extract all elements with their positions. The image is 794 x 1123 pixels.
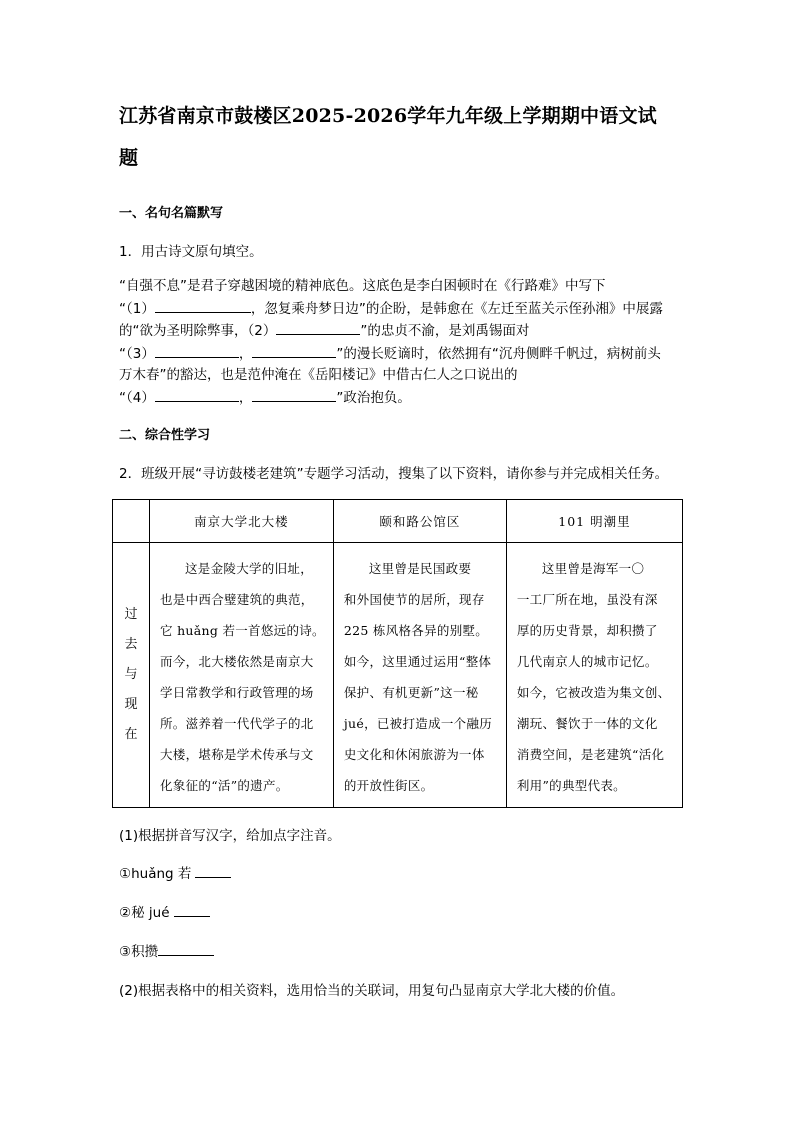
section1-heading: 一、名句名篇默写: [119, 206, 224, 221]
table-cell-mingchaoli: 这里曾是海军一〇 一工厂所在地，虽没有深 厚的历史背景，却积攒了 几代南京人的城市记忆。 如今，它被改造为集文创、 潮玩、餐饮于一体的文化 消费空间，是老建筑“活化 利用”的典型代表。: [506, 543, 682, 808]
exam-title: [119, 95, 681, 179]
passage-line: “（3） ， ”的漫长贬谪时，依然拥有“沉舟侧畔千帆过，病树前头: [119, 343, 684, 366]
fill-blank-4a[interactable]: [155, 387, 239, 402]
passage-line: “（4） ， ”政治抱负。: [119, 387, 684, 410]
exam-title-line2: 题: [119, 147, 139, 169]
pinyin-item-3: ③积攒: [119, 940, 214, 960]
pinyin-item-1: ①huǎng 若: [119, 862, 231, 882]
table-header-row: [113, 500, 683, 543]
fill-blank-3a[interactable]: [155, 343, 239, 358]
passage-line: “自强不息”是君子穿越困境的精神底色。这底色是李白困顿时在《行路难》中写下: [119, 278, 606, 294]
answer-blank-1[interactable]: [195, 864, 231, 878]
table-corner-cell: [113, 500, 150, 543]
table-cell-beidalou: 这是金陵大学的旧址， 也是中西合璧建筑的典范， 它 huǎng 若一首悠远的诗。 而今，北大楼依然是南京大 学日常教学和行政管理的场 所。滋养着一代代学子的北 大楼，堪称是学术传承与文 化象征的“活”的遗产。: [150, 543, 334, 808]
passage-line: 的“欲为圣明除弊事，（2） ”的忠贞不渝，是刘禹锡面对: [119, 320, 684, 343]
buildings-table: [112, 499, 683, 808]
question2-prompt: 2．班级开展“寻访鼓楼老建筑”专题学习活动，搜集了以下资料，请你参与并完成相关任务。: [119, 466, 669, 482]
fill-blank-3b[interactable]: [252, 343, 336, 358]
fill-blank-2[interactable]: [276, 320, 360, 335]
table-cell-yiheroad: 这里曾是民国政要 和外国使节的居所，现存 225 栋风格各异的别墅。 如今，这里通过运用“整体 保护、有机更新”这一秘 jué，已被打造成一个融历 史文化和休闲旅游为一体 的开放性街区。: [333, 543, 506, 808]
fill-blank-4b[interactable]: [252, 387, 336, 402]
table-row-label: 过 去 与 现 在: [113, 543, 150, 808]
answer-blank-3[interactable]: [158, 942, 214, 956]
table-header-cell: 101 明潮里: [506, 500, 682, 543]
table-header-cell: 颐和路公馆区: [333, 500, 506, 543]
fill-blank-1[interactable]: [155, 298, 251, 313]
passage-line: “（1） ，忽复乘舟梦日边”的企盼，是韩愈在《左迁至蓝关示侄孙湘》中展露: [119, 298, 684, 321]
table-row: [113, 543, 683, 808]
answer-blank-2[interactable]: [174, 903, 210, 917]
subquestion-1: (1)根据拼音写汉字，给加点字注音。: [119, 828, 341, 844]
passage-line: 万木春”的豁达，也是范仲淹在《岳阳楼记》中借古仁人之口说出的: [119, 367, 518, 383]
table-header-cell: 南京大学北大楼: [150, 500, 334, 543]
question1-passage: [119, 276, 684, 409]
pinyin-item-2: ②秘 jué: [119, 901, 210, 921]
subquestion-2: (2)根据表格中的相关资料，选用恰当的关联词，用复句凸显南京大学北大楼的价值。: [119, 983, 625, 999]
question1-prompt: 1．用古诗文原句填空。: [119, 244, 263, 260]
exam-page: [119, 95, 681, 999]
section2-heading: 二、综合性学习: [119, 428, 211, 443]
exam-title-line1: 江苏省南京市鼓楼区2025-2026学年九年级上学期期中语文试: [119, 105, 657, 127]
